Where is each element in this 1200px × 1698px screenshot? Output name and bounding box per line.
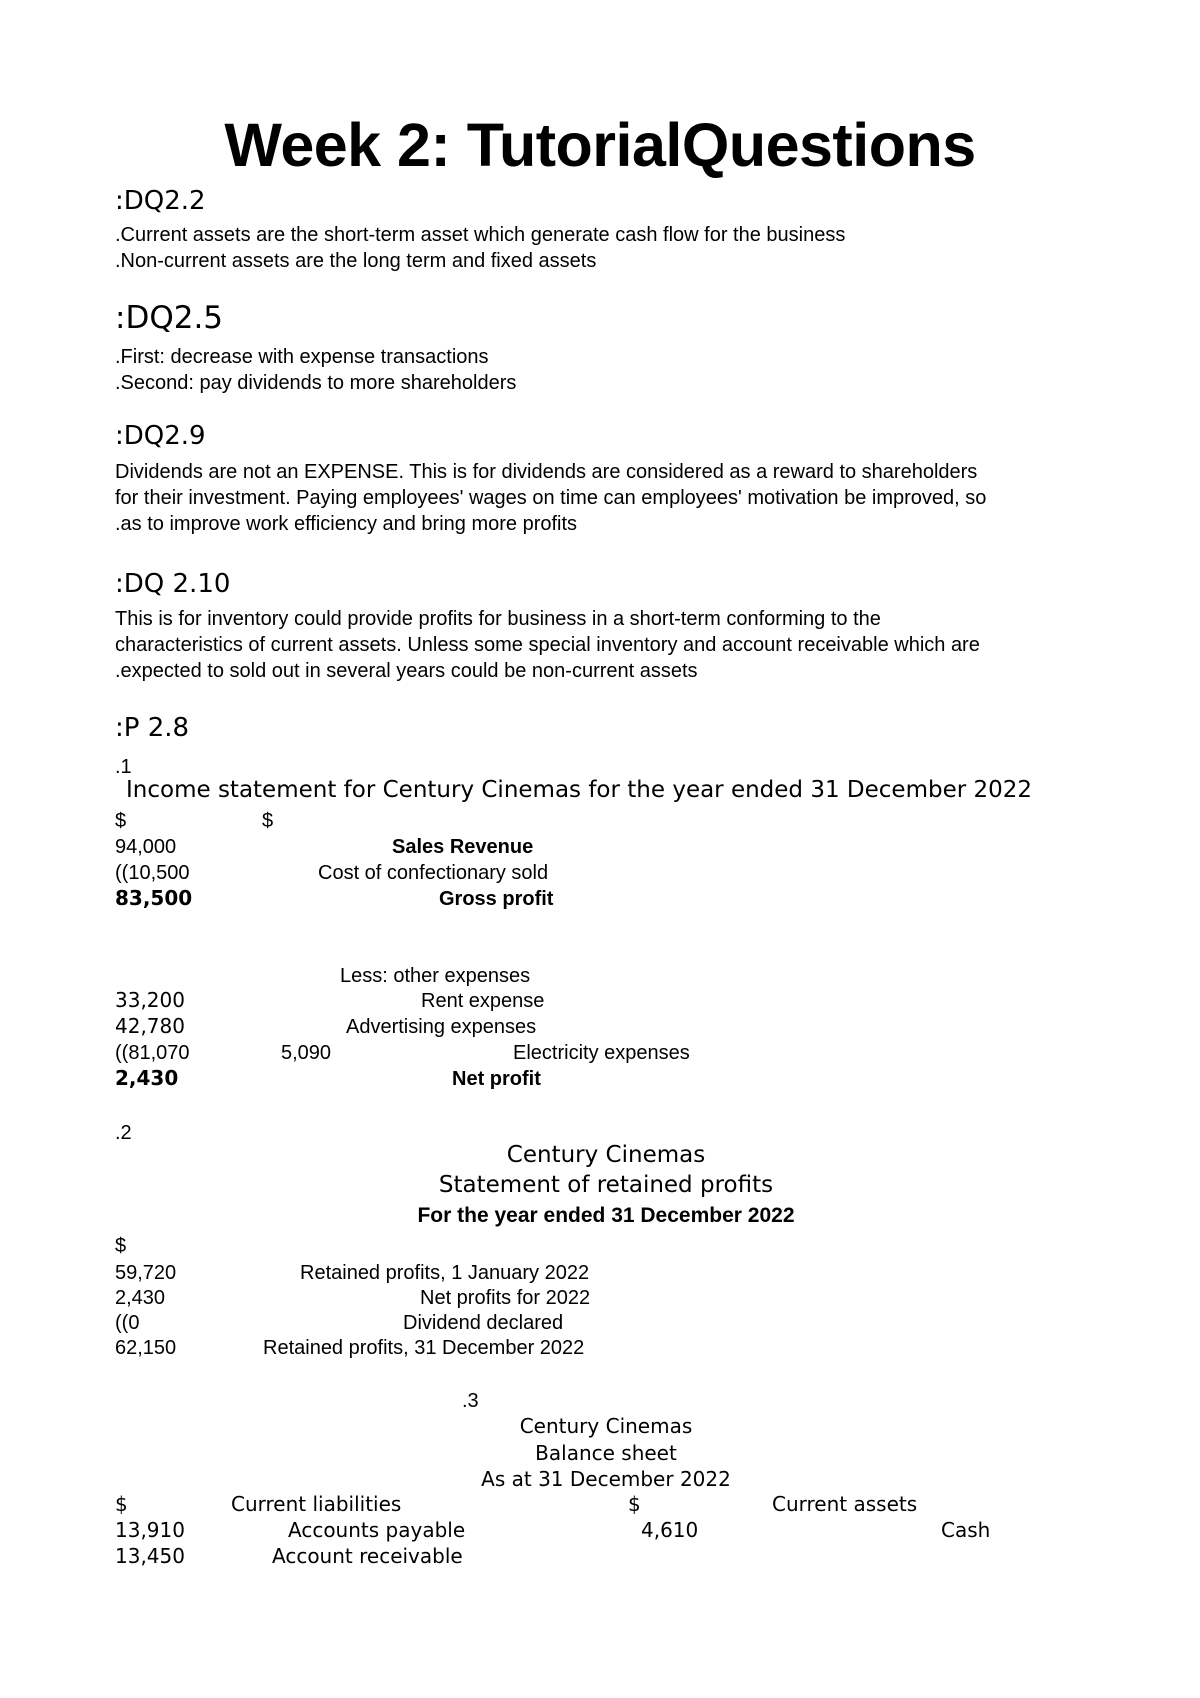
retained-company-name: Century Cinemas <box>506 1142 706 1168</box>
assets-currency: $ <box>628 1492 641 1516</box>
p28-heading: :P 2.8 <box>115 713 190 743</box>
less-other-expenses-label: Less: other expenses <box>340 965 531 987</box>
net-profit-label: Net profit <box>452 1068 541 1090</box>
rent-expense-amount: 33,200 <box>115 988 185 1012</box>
cost-of-sales-amount: ((10,500 <box>115 862 190 884</box>
retained-opening-label: Retained profits, 1 January 2022 <box>300 1262 590 1284</box>
balance-sheet-title: Balance sheet <box>535 1441 677 1465</box>
dq25-line-1: .First: decrease with expense transactions <box>115 346 489 368</box>
dq210-line-1: This is for inventory could provide profits for business in a short-term conforming to the <box>115 608 881 630</box>
retained-statement-title: Statement of retained profits <box>438 1172 774 1198</box>
retained-closing-label: Retained profits, 31 December 2022 <box>263 1337 585 1359</box>
rent-expense-label: Rent expense <box>421 990 545 1012</box>
retained-closing-amount: 62,150 <box>115 1337 177 1359</box>
dq210-line-2: characteristics of current assets. Unless some special inventory and account receivable which are <box>115 634 980 656</box>
dq210-line-3: .expected to sold out in several years could be non-current assets <box>115 660 698 682</box>
account-receivable-amount: 13,450 <box>115 1544 185 1568</box>
dq22-line-1: .Current assets are the short-term asset which generate cash flow for the business <box>115 224 846 246</box>
p28-part1-number: .1 <box>115 756 132 778</box>
retained-period: For the year ended 31 December 2022 <box>417 1204 795 1227</box>
cash-label: Cash <box>941 1518 991 1542</box>
gross-profit-label: Gross profit <box>439 888 554 910</box>
dq25-line-2: .Second: pay dividends to more shareholders <box>115 372 517 394</box>
income-col2-currency: $ <box>262 810 274 832</box>
gross-profit-amount: 83,500 <box>115 886 193 910</box>
retained-net-profit-amount: 2,430 <box>115 1287 166 1309</box>
balance-company-name: Century Cinemas <box>519 1414 693 1438</box>
electricity-expenses-amount: 5,090 <box>281 1042 332 1064</box>
electricity-expenses-label: Electricity expenses <box>513 1042 690 1064</box>
current-liabilities-heading: Current liabilities <box>231 1492 402 1516</box>
income-col1-currency: $ <box>115 810 127 832</box>
retained-currency: $ <box>115 1235 127 1257</box>
page-title: Week 2: TutorialQuestions <box>224 111 976 179</box>
current-assets-heading: Current assets <box>772 1492 918 1516</box>
total-other-expenses-amount: ((81,070 <box>115 1042 190 1064</box>
retained-net-profit-label: Net profits for 2022 <box>420 1287 591 1309</box>
dq25-heading: :DQ2.5 <box>115 300 224 336</box>
retained-opening-amount: 59,720 <box>115 1262 177 1284</box>
liabilities-currency: $ <box>115 1492 128 1516</box>
sales-revenue-amount: 94,000 <box>115 836 177 858</box>
accounts-payable-amount: 13,910 <box>115 1518 185 1542</box>
account-receivable-label: Account receivable <box>272 1544 463 1568</box>
accounts-payable-label: Accounts payable <box>288 1518 466 1542</box>
balance-sheet-date: As at 31 December 2022 <box>481 1467 731 1491</box>
dividend-declared-label: Dividend declared <box>403 1312 564 1334</box>
cash-amount: 4,610 <box>641 1518 699 1542</box>
advertising-expenses-label: Advertising expenses <box>346 1016 537 1038</box>
cost-of-sales-label: Cost of confectionary sold <box>318 862 549 884</box>
p28-part2-number: .2 <box>115 1122 132 1144</box>
p28-part3-number: .3 <box>462 1390 479 1412</box>
dq22-line-2: .Non-current assets are the long term and fixed assets <box>115 250 597 272</box>
dq29-heading: :DQ2.9 <box>115 421 206 451</box>
dq29-line-3: .as to improve work efficiency and bring more profits <box>115 513 578 535</box>
net-profit-amount: 2,430 <box>115 1066 179 1090</box>
dq210-heading: :DQ 2.10 <box>115 569 231 599</box>
dq29-line-2: for their investment. Paying employees' wages on time can employees' motivation be improved, so <box>115 487 987 509</box>
dq22-heading: :DQ2.2 <box>115 186 206 216</box>
dq29-line-1: Dividends are not an EXPENSE. This is for dividends are considered as a reward to shareholders <box>115 461 978 483</box>
sales-revenue-label: Sales Revenue <box>392 836 534 858</box>
income-statement-title: Income statement for Century Cinemas for the year ended 31 December 2022 <box>126 777 1033 803</box>
advertising-expenses-amount: 42,780 <box>115 1014 185 1038</box>
dividend-declared-amount: ((0 <box>115 1312 140 1334</box>
